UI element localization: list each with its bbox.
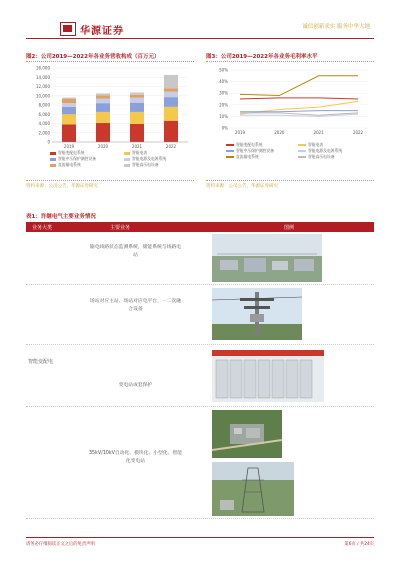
figure3-bottom-rule <box>206 180 374 181</box>
legend-swatch <box>124 158 130 161</box>
bar-segment <box>96 123 110 142</box>
table-header-business: 主要业务 <box>110 225 131 231</box>
switchgear-photo <box>212 350 324 402</box>
power-pole-photo <box>212 288 302 340</box>
legend-label: 智能电源及电源系统 <box>308 148 343 153</box>
bar-segment <box>164 92 178 98</box>
legend-line <box>298 150 306 152</box>
bar-segment <box>164 121 178 142</box>
table-header-illustration: 图例 <box>284 225 295 231</box>
x-tick-label: 2019 <box>234 130 246 135</box>
bar-segment <box>164 88 178 91</box>
header-rule <box>26 38 374 39</box>
gross-margin-line-chart <box>206 66 374 138</box>
legend-label: 智能变配电系统 <box>236 142 263 147</box>
table-row-main-business: 变电站成套保护 <box>118 383 153 388</box>
legend-label: 智能电源及电源系统 <box>132 156 167 161</box>
bar-segment <box>62 98 76 99</box>
revenue-bar-chart <box>26 62 194 154</box>
legend-label: 直流输电系统 <box>58 162 81 167</box>
header-slogan: 诚信创新求实 服务中华大地 <box>302 24 370 30</box>
legend-item <box>226 154 298 160</box>
legend-swatch <box>50 158 56 161</box>
bar-segment <box>62 124 76 142</box>
figure2-legend <box>50 150 200 168</box>
bar-segment <box>62 107 76 114</box>
legend-item <box>298 154 370 160</box>
bar-segment <box>96 103 110 112</box>
bar-segment <box>62 103 76 107</box>
x-tick-label: 2020 <box>97 144 109 149</box>
legend-label: 智能高压电设备 <box>132 162 159 167</box>
bar-segment <box>130 98 144 103</box>
series-line <box>240 111 358 112</box>
y-tick-label: 20% <box>219 102 228 108</box>
footer-rule <box>26 537 374 538</box>
legend-line <box>226 150 234 152</box>
legend-swatch <box>124 164 130 167</box>
x-tick-label: 2021 <box>313 130 324 135</box>
table-row-main-business: 场站对应主站、场站对应电平台，一二次融合设备 <box>89 299 182 312</box>
footer-page-number: 第6页 / 共24页 <box>344 542 374 547</box>
legend-label: 智能电表 <box>132 150 148 155</box>
table-group-label: 智能变配电 <box>28 359 54 365</box>
legend-label: 智能中压保护测控设备 <box>236 148 274 153</box>
bar-segment <box>96 93 110 95</box>
y-tick-label: 40% <box>219 79 228 85</box>
series-line <box>240 98 358 99</box>
figure2-source: 资料来源：公司公告，华源证券研究 <box>26 184 98 189</box>
y-tick-label: 10,000 <box>36 93 50 99</box>
bar-segment <box>96 112 110 123</box>
bar-segment <box>130 95 144 98</box>
y-tick-label: 2,000 <box>38 130 50 136</box>
bar-segment <box>130 112 144 124</box>
bar-segment <box>130 124 144 142</box>
legend-line <box>226 144 234 146</box>
series-line <box>240 76 358 96</box>
legend-label: 直流输电系统 <box>236 154 259 159</box>
figure3-rule <box>206 61 374 62</box>
aerial-substation-photo <box>212 410 282 458</box>
table-header <box>26 222 374 232</box>
bar-segment <box>62 99 76 103</box>
legend-item <box>50 162 124 168</box>
y-tick-label: 16,000 <box>36 65 50 71</box>
bar-segment <box>130 103 144 112</box>
legend-line <box>226 156 234 158</box>
x-tick-label: 2019 <box>63 144 75 149</box>
x-tick-label: 2022 <box>352 130 364 135</box>
x-tick-label: 2021 <box>131 144 143 149</box>
y-tick-label: 8,000 <box>38 102 50 108</box>
y-tick-label: 10% <box>219 113 228 119</box>
legend-line <box>298 156 306 158</box>
bar-segment <box>164 107 178 121</box>
tower-photo <box>212 462 294 516</box>
legend-label: 智能电表 <box>308 142 324 147</box>
y-tick-label: 4,000 <box>38 121 50 126</box>
x-tick-label: 2020 <box>274 130 285 135</box>
table-row-main-business: 35kV/10kV自动化、模块化、小型化、智能化变电站 <box>88 451 183 464</box>
y-tick-label: 6,000 <box>38 111 50 117</box>
bar-segment <box>62 114 76 124</box>
table-row <box>26 406 374 519</box>
legend-label: 智能高压电设备 <box>308 154 335 159</box>
company-logo-icon <box>60 22 76 36</box>
legend-item <box>124 162 198 168</box>
legend-swatch <box>50 152 56 155</box>
figure3-title: 图3：公司2019—2022年各业务毛利率水平 <box>206 54 318 60</box>
bar-segment <box>96 99 110 104</box>
table-title: 表1：许继电气主要业务情况 <box>26 214 96 220</box>
figure2-bottom-rule <box>26 180 194 181</box>
y-tick-label: 50% <box>219 67 228 73</box>
y-tick-label: 14,000 <box>36 74 50 80</box>
bar-segment <box>164 97 178 107</box>
table-row <box>26 284 374 345</box>
figure2-title: 图2：公司2019—2022年各业务营收构成（百万元） <box>26 54 160 60</box>
bar-segment <box>130 93 144 95</box>
figure3-legend <box>226 142 376 160</box>
bar-segment <box>96 95 110 98</box>
y-tick-label: 0 <box>47 139 50 145</box>
legend-label: 智能中压保护测控设备 <box>58 156 96 161</box>
y-tick-label: 0% <box>221 125 228 131</box>
figure3-source: 资料来源：公司公告，华源证券研究 <box>206 184 278 189</box>
bar-segment <box>164 75 178 88</box>
legend-label: 智能变配电系统 <box>58 150 85 155</box>
table-header-category: 业务大类 <box>32 225 53 231</box>
legend-swatch <box>124 152 130 155</box>
table-row-main-business: 输电线路状态监测系统，储能系统与线路电站 <box>89 245 182 258</box>
legend-swatch <box>50 164 56 167</box>
company-logo-text: 华源证券 <box>80 26 124 37</box>
y-tick-label: 30% <box>219 90 228 96</box>
x-tick-label: 2022 <box>165 144 177 149</box>
footer-disclaimer: 请务必仔细阅读正文之后的免责声明 <box>26 542 95 547</box>
y-tick-label: 12,000 <box>36 84 50 89</box>
substation-photo <box>212 234 322 282</box>
legend-line <box>298 144 306 146</box>
